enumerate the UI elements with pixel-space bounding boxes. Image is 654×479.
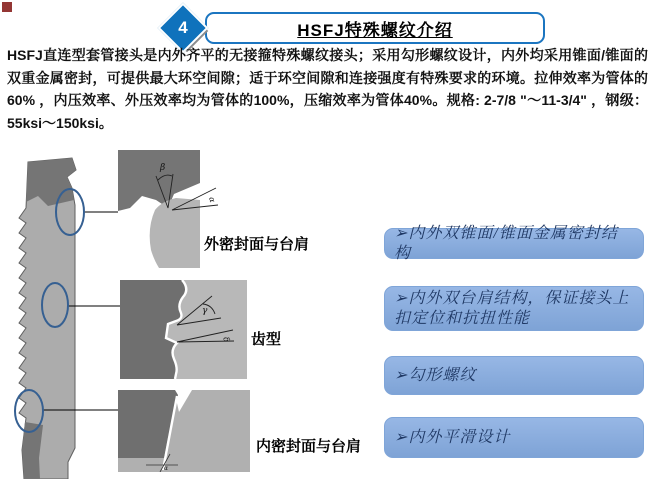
slide-title: HSFJ特殊螺纹介绍 [297,20,453,40]
angle-gamma-label: γ [202,306,208,316]
feature-box-double-shoulder [384,286,644,331]
slide-title-bar [205,12,545,44]
feature-box-metal-seal [384,224,644,262]
feature-text: ➢勾形螺纹 [394,366,477,384]
pipe-cross-section-diagram [10,150,124,479]
section-number: 4 [178,18,188,37]
angle-alpha-label: α [207,196,218,204]
angle-delta-label: δ [221,335,232,344]
angle-beta-label: β [160,163,166,173]
label-inner-seal: 内密封面与台肩 [256,438,362,455]
label-tooth-profile: 齿型 [251,331,282,348]
detail-tooth-profile-image [120,280,247,379]
detail-inner-seal-image [118,390,250,472]
intro-paragraph: HSFJ直连型套管接头是内外齐平的无接箍特殊螺纹接头；采用勾形螺纹设计，内外均采用锥面/锥面的双重金属密封，可提供最大环空间隙；适于环空间隙和连接强度有特殊要求的环境。拉伸效率为管体的60% ，内压效率、外压效率均为管体的100%，压缩效率为管体40%。规格: 2-7/8 "～11-3/4" ，钢级：55ksi～150ksi。 [7,47,648,131]
angle-alpha2-label: α [164,465,169,472]
feature-box-hook-thread [384,356,644,395]
red-corner-marker [2,2,12,12]
feature-text: ➢内外双锥面/锥面金属密封结构 [394,224,618,262]
feature-box-flush-design [384,417,644,458]
feature-text: ➢内外双台肩结构，保证接头上扣定位和抗扭性能 [394,289,630,327]
label-outer-seal: 外密封面与台肩 [204,236,310,253]
feature-text: ➢内外平滑设计 [394,428,511,446]
